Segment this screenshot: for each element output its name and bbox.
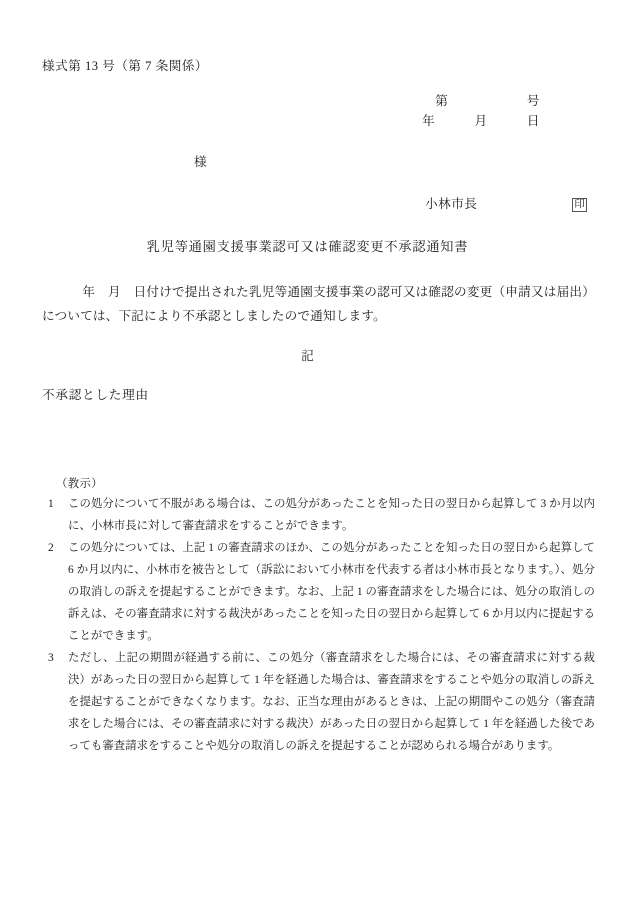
- instruction-text: この処分について不服がある場合は、この処分があったことを知った日の翌日から起算して 3 か月以内に、小林市長に対して審査請求をすることができます。: [68, 497, 595, 532]
- instruction-item: [42, 493, 595, 537]
- addressee-line: 様: [194, 154, 208, 169]
- document-number-field: 第 号: [435, 93, 540, 108]
- instruction-number: 1: [48, 497, 54, 510]
- seal-icon: 印: [572, 198, 587, 212]
- reason-heading: 不承認とした理由: [42, 387, 149, 402]
- instruction-text: この処分については、上記 1 の審査請求のほか、この処分があったことを知った日の翌日から起算して 6 か月以内に、小林市を被告として（訴訟において小林市を代表する者は小林市長となります。）、処分の取消しの訴えを提起することができます。なお、上記 1 の審査請求をした場合には、処分の取消しの訴えは、その審査請求に対する裁決があったことを知った日の翌日から起算して 6 か月以内に提起することができます。: [68, 541, 595, 642]
- instructions-title: （教示）: [56, 478, 103, 491]
- instruction-text: ただし、上記の期間が経過する前に、この処分（審査請求をした場合には、その審査請求に対する裁決）があった日の翌日から起算して 1 年を経過した場合は、審査請求をすることや処分の取消しの訴えを提起することができなくなります。なお、正当な理由があるときは、上記の期間やこの処分（審査請求をした場合には、その審査請求に対する裁決）があった日の翌日から起算して 1 年を経過した後であっても審査請求をすることや処分の取消しの訴えを提起することが認められる場合があります。: [68, 651, 595, 752]
- reason-blank-area: [42, 401, 595, 479]
- page-title: 乳児等通園支援事業認可又は確認変更不承認通知書: [146, 239, 469, 255]
- instruction-number: 2: [48, 541, 54, 554]
- issuer-line: [42, 198, 595, 212]
- instruction-item: [42, 537, 595, 647]
- instructions-section: [42, 479, 595, 756]
- issuer-name: 小林市長: [425, 197, 478, 212]
- instruction-number: 3: [48, 651, 54, 664]
- document-number-date-block: [42, 95, 540, 128]
- ki-marker: 記: [301, 348, 314, 363]
- document-date-field: 年 月 日: [422, 114, 540, 129]
- instruction-item: [42, 647, 595, 757]
- body-paragraph: 年 月 日付けで提出された乳児等通園支援事業の認可又は確認の変更（申請又は届出）については、下記により不承認としましたので通知します。: [42, 284, 595, 323]
- form-number: 様式第 13 号（第 7 条関係）: [42, 59, 208, 73]
